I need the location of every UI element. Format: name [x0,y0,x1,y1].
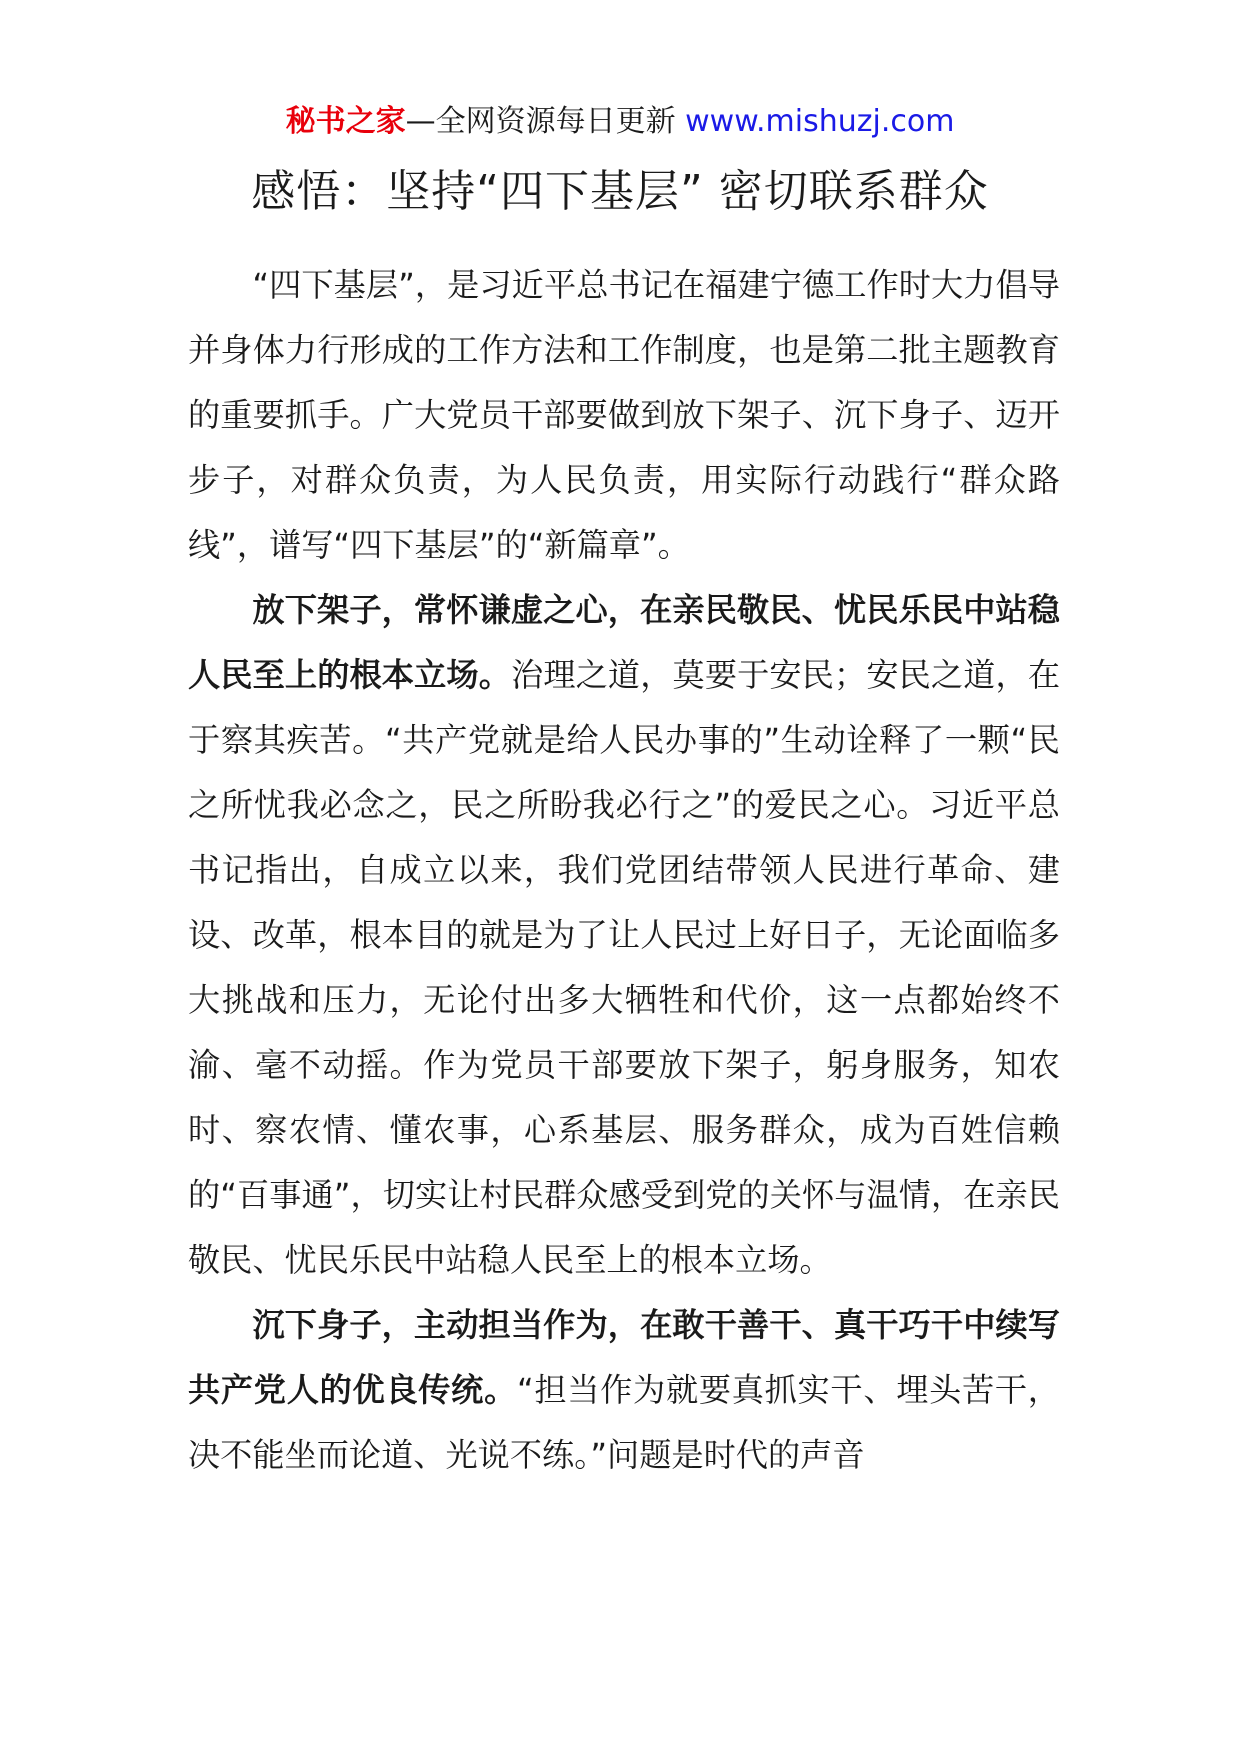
paragraph-lead: 放下架子，常怀谦虚之心，在亲民敬民、忧民乐民中站稳人民至上的根本立场。 [188,591,1060,694]
site-url-link[interactable]: www.mishuzj.com [685,104,955,139]
site-banner [0,102,1240,142]
document-title: 感悟：坚持“四下基层” 密切联系群众 [251,166,989,217]
paragraph [188,253,1060,578]
paragraph [188,578,1060,1293]
site-brand: 秘书之家 [285,104,406,139]
paragraph-text: “担当作为就要真抓实干、埋头苦干，决不能坐而论道、光说不练。”问题是时代的声音 [188,1371,1060,1474]
paragraph-text: “四下基层”，是习近平总书记在福建宁德工作时大力倡导并身体力行形成的工作方法和工作制度，也是第二批主题教育的重要抓手。广大党员干部要做到放下架子、沉下身子、迈开步子，对群众负责，为人民负责，用实际行动践行“群众路线”，谱写“四下基层”的“新篇章”。 [188,266,1060,564]
paragraph-text: 治理之道，莫要于安民；安民之道，在于察其疾苦。“共产党就是给人民办事的”生动诠释了一颗“民之所忧我必念之，民之所盼我必行之”的爱民之心。习近平总书记指出，自成立以来，我们党团结带领人民进行革命、建设、改革，根本目的就是为了让人民过上好日子，无论面临多大挑战和压力，无论付出多大牺牲和代价，这一点都始终不渝、毫不动摇。作为党员干部要放下架子，躬身服务，知农时、察农情、懂农事，心系基层、服务群众，成为百姓信赖的“百事通”，切实让村民群众感受到党的关怀与温情，在亲民敬民、忧民乐民中站稳人民至上的根本立场。 [188,656,1061,1279]
document-body [188,253,1060,1488]
site-tagline: —全网资源每日更新 [405,104,676,139]
paragraph [188,1293,1060,1488]
paragraph-lead: 沉下身子，主动担当作为，在敢干善干、真干巧干中续写共产党人的优良传统。 [188,1306,1060,1409]
